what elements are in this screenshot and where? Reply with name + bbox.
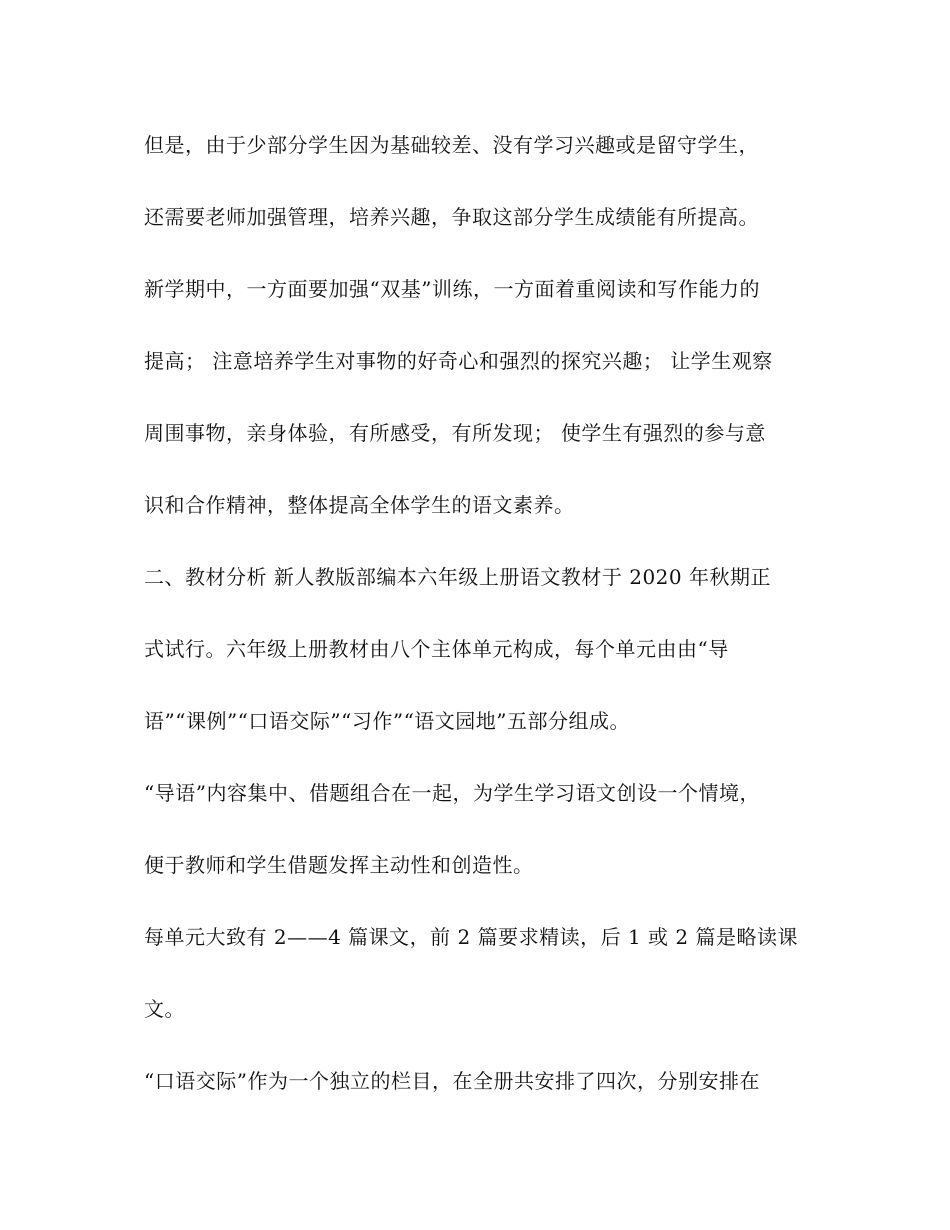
paragraph-line: 识和合作精神，整体提高全体学生的语文素养。 <box>144 493 575 517</box>
paragraph-line: 提高； 注意培养学生对事物的好奇心和强烈的探究兴趣； 让学生观察 <box>144 349 773 373</box>
paragraph-line: 新学期中，一方面要加强“双基”训练，一方面着重阅读和写作能力的 <box>144 277 760 301</box>
paragraph-line: “口语交际”作为一个独立的栏目，在全册共安排了四次，分别安排在 <box>144 1069 760 1093</box>
paragraph-line: “导语”内容集中、借题组合在一起，为学生学习语文创设一个情境， <box>144 781 760 805</box>
paragraph-line: 语”“课例”“口语交际”“习作”“语文园地”五部分组成。 <box>144 709 631 733</box>
paragraph-line: 周围事物，亲身体验，有所感受，有所发现； 使学生有强烈的参与意 <box>144 421 766 445</box>
paragraph-line: 但是，由于少部分学生因为基础较差、没有学习兴趣或是留守学生， <box>144 133 759 157</box>
paragraph-line: 每单元大致有 2——4 篇课文，前 2 篇要求精读，后 1 或 2 篇是略读课 <box>144 925 798 949</box>
section-heading-line: 二、教材分析 新人教版部编本六年级上册语文教材于 2020 年秋期正 <box>144 565 771 589</box>
paragraph-line: 文。 <box>144 997 185 1021</box>
paragraph-line: 式试行。六年级上册教材由八个主体单元构成，每个单元由由“导 <box>144 637 729 661</box>
paragraph-line: 还需要老师加强管理，培养兴趣，争取这部分学生成绩能有所提高。 <box>144 205 759 229</box>
paragraph-line: 便于教师和学生借题发挥主动性和创造性。 <box>144 853 534 877</box>
